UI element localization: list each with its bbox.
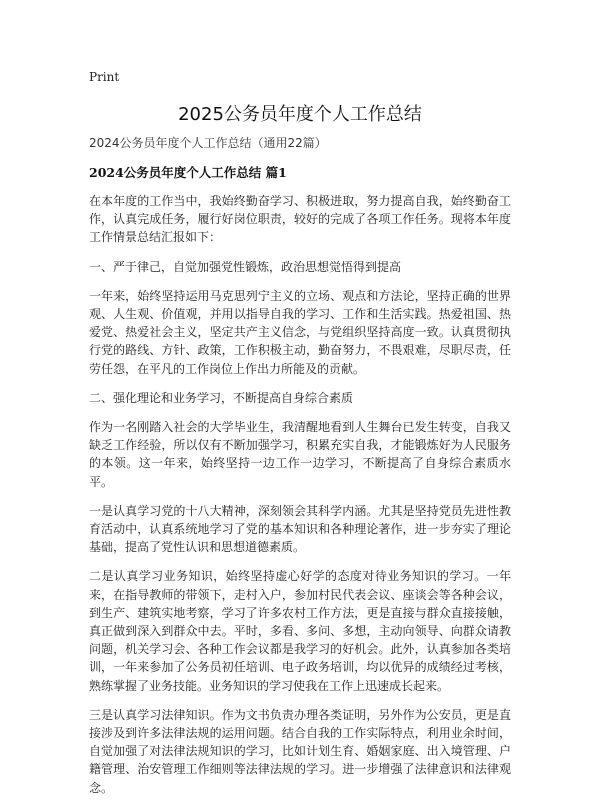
paragraph-law-study: 三是认真学习法律知识。作为文书负责办理各类证明，另外作为公安员，更是直接涉及到许多法律法规的运用问题。结合自我的工作实际特点，利用业余时间，自觉加强了对法律法规知识的学习，比如计划生育、婚姻家庭、出入境管理、户籍管理、治安管理工作细则等法律法规的学习。进一步增强了法律意识和法律观念。 bbox=[89, 707, 511, 795]
paragraph-political: 一年来，始终坚持运用马克思列宁主义的立场、观点和方法论，坚持正确的世界观、人生观、价值观，并用以指导自我的学习、工作和生活实践。热爱祖国、热爱党、热爱社会主义，坚定共产主义信念，与党组织坚持高度一致。认真贯彻执行党的路线、方针、政策，工作积极主动，勤奋努力，不畏艰难，尽职尽责，任劳任怨，在平凡的工作岗位上作出力所能及的贡献。 bbox=[89, 288, 511, 376]
paragraph-business-study: 二是认真学习业务知识，始终坚持虚心好学的态度对待业务知识的学习。一年来，在指导教师的带领下，走村入户，参加村民代表会议、座谈会等各种会议，到生产、建筑实地考察，学习了许多农村工作方法，更是直接与群众直接接触，真正做到深入到群众中去。平时，多看、多问、多想，主动向领导、向群众请教问题，机关学习会、各种工作会议都是我学习的好机会。此外，认真参加各类培训，一年来参加了公务员初任培训、电子政务培训，均以优异的成绩经过考核，熟练掌握了业务技能。业务知识的学习使我在工作上迅速成长起来。 bbox=[89, 569, 511, 693]
paragraph-heading-one: 一、严于律己，自觉加强党性锻炼，政治思想觉悟得到提高 bbox=[89, 259, 402, 274]
document-body bbox=[89, 134, 511, 808]
page-title: 2025公务员年度个人工作总结 bbox=[178, 104, 422, 125]
paragraph-party-study: 一是认真学习党的十八大精神，深刻领会其科学内涵。尤其是坚持党员先进性教育活动中，认真系统地学习了党的基本知识和各种理论著作，进一步夯实了理论基础，提高了党性认识和思想道德素质。 bbox=[89, 503, 511, 555]
paragraph-heading-two: 二、强化理论和业务学习，不断提高自身综合素质 bbox=[89, 390, 354, 405]
paragraph-graduate: 作为一名刚踏入社会的大学毕业生，我清醒地看到人生舞台已发生转变，自我又缺乏工作经验，所以仅有不断加强学习，积累充实自我，才能锻炼好为人民服务的本领。这一年来，始终坚持一边工作一边学习，不断提高了自身综合素质水平。 bbox=[89, 420, 511, 489]
paragraph-intro: 在本年度的工作当中，我始终勤奋学习、积极进取，努力提高自我，始终勤奋工作，认真完成任务，履行好岗位职责，较好的完成了各项工作任务。现将本年度工作情景总结汇报如下： bbox=[89, 194, 511, 245]
document-subtitle: 2024公务员年度个人工作总结（通用22篇） bbox=[89, 136, 327, 150]
print-link[interactable]: Print bbox=[89, 70, 120, 84]
section-heading: 2024公务员年度个人工作总结 篇1 bbox=[89, 165, 287, 180]
